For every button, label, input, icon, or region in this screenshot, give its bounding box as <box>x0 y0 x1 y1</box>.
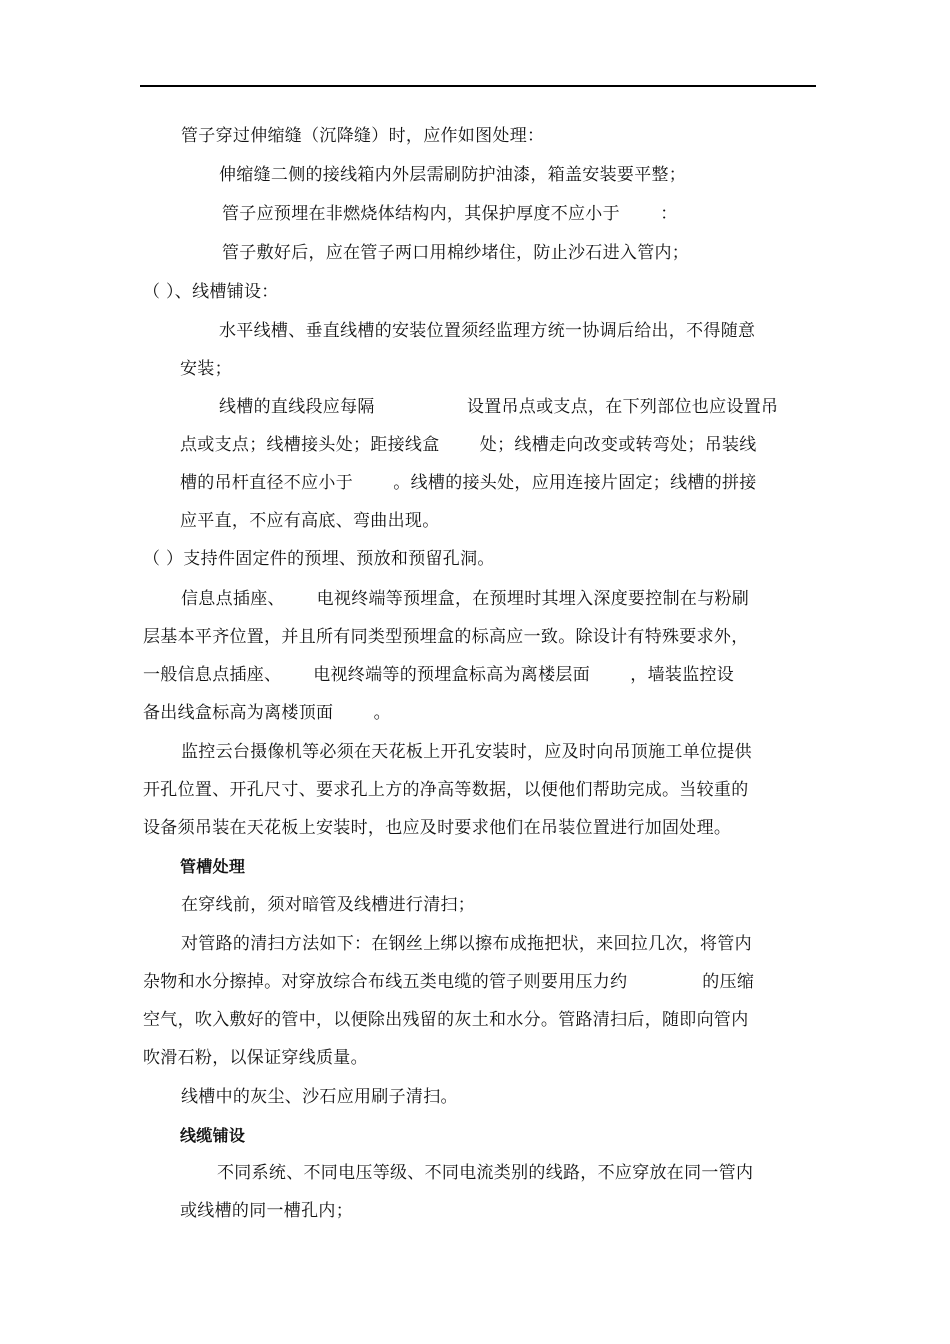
text-line: 吹滑石粉，以保证穿线质量。 <box>143 1048 368 1068</box>
text-line: 点或支点；线槽接头处；距接线盒 处；线槽走向改变或转弯处；吊装线 <box>180 435 757 455</box>
text-line: 不同系统、不同电压等级、不同电流类别的线路，不应穿放在同一管内 <box>217 1163 754 1183</box>
subsection-title: 线缆铺设 <box>180 1126 246 1145</box>
text-line: 伸缩缝二侧的接线箱内外层需刷防护油漆，箱盖安装要平整； <box>219 165 687 185</box>
text-line: 空气，吹入敷好的管中，以便除出残留的灰土和水分。管路清扫后，随即向管内 <box>143 1010 749 1030</box>
text-line: 层基本平齐位置，并且所有同类型预埋盒的标高应一致。除设计有特殊要求外， <box>143 627 749 647</box>
text-line: 一般信息点插座、 电视终端等的预埋盒标高为离楼层面 ，墙装监控设 <box>143 665 735 685</box>
text-line: 杂物和水分擦掉。对穿放综合布线五类电缆的管子则要用压力约 的压缩 <box>143 972 755 992</box>
text-line: 管子穿过伸缩缝（沉降缝）时，应作如图处理： <box>181 126 545 146</box>
text-line: 应平直，不应有高底、弯曲出现。 <box>180 511 440 531</box>
text-line: 线槽的直线段应每隔 设置吊点或支点，在下列部位也应设置吊 <box>219 397 779 417</box>
text-line: 信息点插座、 电视终端等预埋盒，在预埋时其埋入深度要控制在与粉刷 <box>181 589 750 609</box>
subsection-title: 管槽处理 <box>180 857 246 876</box>
text-line: 监控云台摄像机等必须在天花板上开孔安装时，应及时向吊顶施工单位提供 <box>181 742 752 762</box>
text-line: 设备须吊装在天花板上安装时，也应及时要求他们在吊装位置进行加固处理。 <box>143 818 732 838</box>
text-line: 开孔位置、开孔尺寸、要求孔上方的净高等数据，以便他们帮助完成。当较重的 <box>143 780 749 800</box>
text-line: 槽的吊杆直径不应小于 。线槽的接头处，应用连接片固定；线槽的拼接 <box>180 473 757 493</box>
header-rule <box>140 85 816 87</box>
text-line: 或线槽的同一槽孔内； <box>180 1201 353 1221</box>
text-line: 在穿线前，须对暗管及线槽进行清扫； <box>181 895 476 915</box>
text-line: 水平线槽、垂直线槽的安装位置须经监理方统一协调后给出，不得随意 <box>219 321 756 341</box>
section-heading: （ ）支持件固定件的预埋、预放和预留孔洞。 <box>143 549 495 569</box>
text-line: 对管路的清扫方法如下：在钢丝上绑以擦布成拖把状，来回拉几次，将管内 <box>181 934 752 954</box>
text-line: 线槽中的灰尘、沙石应用刷子清扫。 <box>181 1087 458 1107</box>
text-line: 备出线盒标高为离楼顶面 。 <box>143 703 391 723</box>
section-heading: （ ）、线槽铺设： <box>143 282 279 302</box>
text-line: 管子应预埋在非燃烧体结构内，其保护厚度不应小于 ： <box>222 204 678 224</box>
text-line: 安装； <box>180 359 232 379</box>
text-line: 管子敷好后，应在管子两口用棉纱堵住，防止沙石进入管内； <box>222 243 690 263</box>
